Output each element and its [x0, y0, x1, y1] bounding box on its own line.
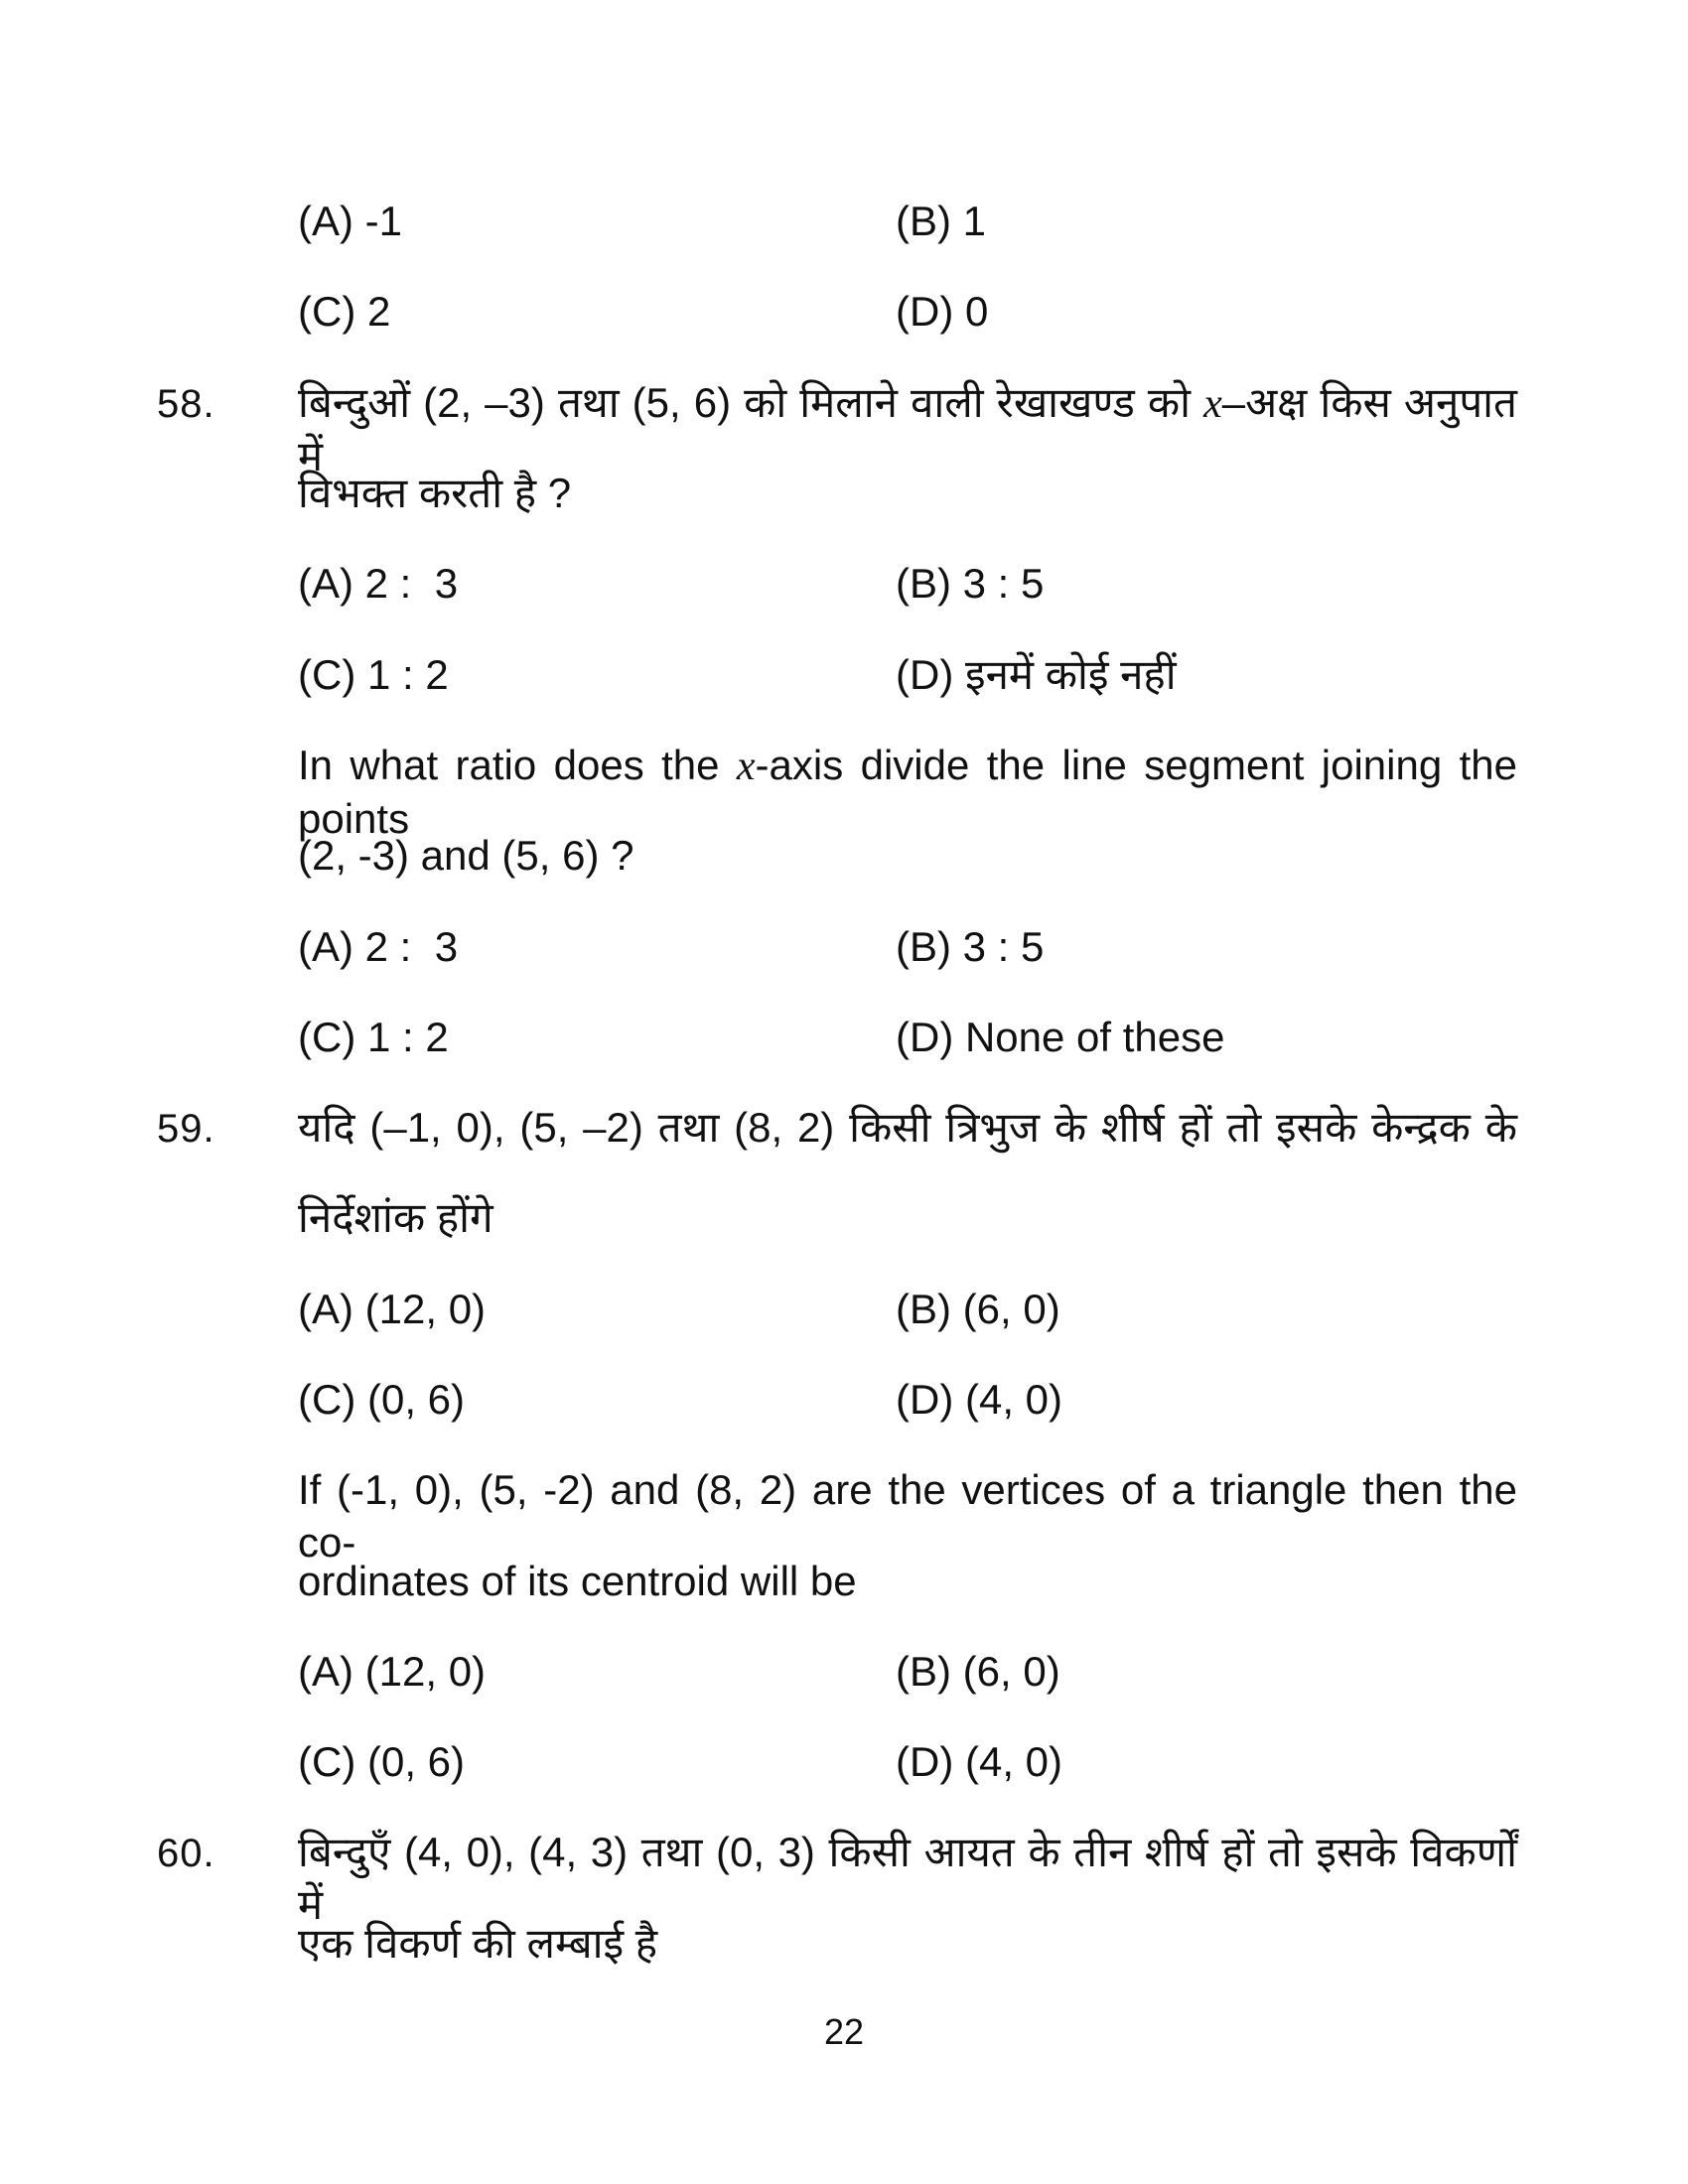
q59-hindi-options-row-2: [0, 1374, 1688, 1433]
q59-english-option-c: (C) (0, 6): [298, 1738, 465, 1785]
q57-option-a: (A) -1: [298, 198, 402, 244]
q60-hindi-line-2: [0, 1918, 1688, 1978]
q59-number: 59.: [157, 1107, 215, 1151]
q58-hindi-pre: बिन्दुओं (2, –3) तथा (5, 6) को मिलाने वाली रेखाखण्ड को: [298, 379, 1204, 426]
q58-hindi-option-a: (A) 2 : 3: [298, 560, 459, 607]
q59-hindi-text: यदि (–1, 0), (5, –2) तथा (8, 2) किसी त्रिभुज के शीर्ष हों तो इसके केन्द्रक के: [298, 1104, 1517, 1151]
q59-hindi-option-d: (D) (4, 0): [896, 1376, 1062, 1423]
q58-hindi-post: –अक्ष किस अनुपात में: [298, 379, 1517, 479]
q59-hindi-line-1: [0, 1102, 1688, 1161]
q58-hindi-option-b: (B) 3 : 5: [896, 560, 1045, 607]
math-x-variable: x: [1203, 381, 1222, 427]
q58-english-option-b: (B) 3 : 5: [896, 923, 1045, 970]
q59-hindi-option-c: (C) (0, 6): [298, 1376, 465, 1423]
q59-hindi-option-b: (B) (6, 0): [896, 1286, 1060, 1332]
q57-option-d: (D) 0: [896, 288, 989, 335]
q59-english-options-row-2: [0, 1736, 1688, 1796]
q59-english-option-a: (A) (12, 0): [298, 1648, 487, 1695]
q59-hindi-options-row-1: [0, 1284, 1688, 1343]
q59-hindi-text-2: निर्देशांक होंगे: [298, 1194, 493, 1241]
q58-english-line-1: [0, 740, 1688, 842]
q59-english-option-b: (B) (6, 0): [896, 1648, 1060, 1695]
q59-english-text: If (-1, 0), (5, -2) and (8, 2) are the vertices of a triangle then the co-: [298, 1466, 1517, 1566]
q58-english-option-a: (A) 2 : 3: [298, 923, 459, 970]
q58-english-post: -axis divide the line segment joining the points: [298, 742, 1517, 842]
q58-english-options-row-1: [0, 921, 1688, 981]
q58-english-option-c: (C) 1 : 2: [298, 1014, 449, 1060]
q60-number: 60.: [157, 1832, 215, 1875]
q58-number: 58.: [157, 382, 215, 426]
q58-hindi-options-row-1: [0, 558, 1688, 617]
q58-english-line-2: [0, 830, 1688, 889]
q60-hindi-line-1: [0, 1827, 1688, 1928]
q59-english-line-1: [0, 1464, 1688, 1566]
q58-english-pre: In what ratio does the: [298, 742, 737, 788]
q60-hindi-text-2: एक विकर्ण की लम्बाई है: [298, 1920, 658, 1967]
q60-hindi-text: बिन्दुएँ (4, 0), (4, 3) तथा (0, 3) किसी आयत के तीन शीर्ष हों तो इसके विकर्णों में: [298, 1829, 1517, 1928]
q57-option-b: (B) 1: [896, 198, 987, 244]
q59-english-line-2: [0, 1556, 1688, 1615]
q59-hindi-line-2: [0, 1192, 1688, 1252]
page-number: 22: [823, 2011, 865, 2052]
q59-english-option-d: (D) (4, 0): [896, 1738, 1062, 1785]
q58-hindi-text-2: विभक्त करती है ?: [298, 470, 572, 516]
q59-hindi-option-a: (A) (12, 0): [298, 1286, 487, 1332]
q58-hindi-line-1: [0, 377, 1688, 479]
q58-hindi-option-d: (D) इनमें कोई नहीं: [896, 651, 1177, 698]
q57-option-c: (C) 2: [298, 288, 391, 335]
q58-hindi-option-c: (C) 1 : 2: [298, 651, 449, 698]
q57-options-row-2: [0, 286, 1688, 345]
q59-english-options-row-1: [0, 1646, 1688, 1706]
math-x-variable: x: [736, 744, 756, 789]
q58-english-text-2: (2, -3) and (5, 6) ?: [298, 832, 634, 879]
q59-english-text-2: ordinates of its centroid will be: [298, 1558, 857, 1604]
q58-hindi-options-row-2: [0, 649, 1688, 709]
q58-english-option-d: (D) None of these: [896, 1014, 1225, 1060]
q57-options-row-1: [0, 196, 1688, 255]
q58-english-options-row-2: [0, 1012, 1688, 1071]
q58-hindi-line-2: [0, 468, 1688, 527]
